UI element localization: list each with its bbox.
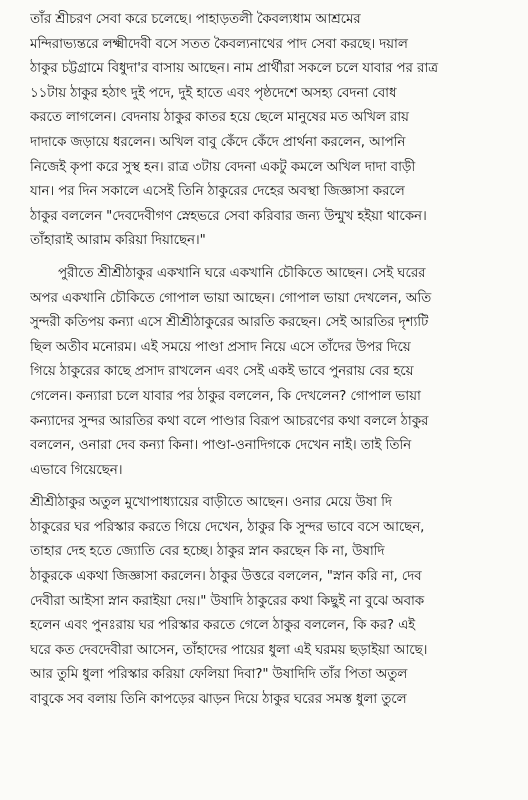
text-line: তাঁর শ্রীচরণ সেবা করে চলেছে। পাহাড়তলী কৈবল্যধাম আশ্রমের bbox=[30, 12, 361, 27]
text-line: ঠাকুরকে একথা জিজ্ঞাসা করলেন। ঠাকুর উত্তরে বললেন, "স্নান করি না, দেব bbox=[30, 569, 422, 585]
text-line: গিয়ে ঠাকুরের কাছে প্রসাদ রাখলেন এবং সেই একই ভাবে পুনরায় বের হয়ে bbox=[30, 364, 414, 380]
text-line: এভাবে গিয়েছেন। bbox=[30, 462, 123, 478]
text-line: দেবীরা আইসা স্নান করাইয়া দেয়।" উষাদি ঠাকুরের কথা কিছুই না বুঝে অবাক bbox=[30, 593, 425, 609]
text-line: দাদাকে জড়ায়ে ধরলেন। অখিল বাবু কেঁদে কেঁদে প্রার্থনা করলেন, আপনি bbox=[30, 134, 406, 150]
text-line: অপর একখানি চৌকিতে গোপাল ভায়া আছেন। গোপাল ভায়া দেখলেন, অতি bbox=[30, 290, 432, 306]
text-line: ঘরে কত দেবদেবীরা আসেন, তাঁহাদের পায়ের ধুলা এই ঘরময় ছড়াইয়া আছে। bbox=[30, 642, 428, 658]
text-line: কন্যাদের সুন্দর আরতির কথা বলে পাণ্ডার বিরূপ আচরণের কথা বললে ঠাকুর bbox=[30, 413, 429, 429]
text-line: শ্রীশ্রীঠাকুর অতুল মুখোপাধ্যায়ের বাড়ীতে আছেন। ওনার মেয়ে উষা দি bbox=[30, 495, 392, 511]
paragraph-3 bbox=[30, 491, 516, 712]
text-line: যান। পর দিন সকালে এসেই তিনি ঠাকুরের দেহের অবস্থা জিজ্ঞাসা করলে bbox=[30, 184, 405, 200]
text-line: সুন্দরী কতিপয় কন্যা এসে শ্রীশ্রীঠাকুরের আরতি করছেন। সেই আরতির দৃশ্যটি bbox=[30, 315, 429, 331]
text-line: মন্দিরাভ্যন্তরে লক্ষ্মীদেবী বসে সতত কৈবল্যনাথের পাদ সেবা করছে। দয়াল bbox=[30, 36, 408, 52]
text-line: গেলেন। কন্যারা চলে যাবার পর ঠাকুর বললেন, কি দেখলেন? গোপাল ভায়া bbox=[30, 388, 421, 404]
text-line: বাবুকে সব বলায় তিনি কাপড়ের ঝাড়ন দিয়ে ঠাকুর ঘরের সমস্ত ধুলা তুলে bbox=[30, 692, 407, 708]
text-line: পুরীতে শ্রীশ্রীঠাকুর একখানি ঘরে একখানি চৌকিতে আছেন। সেই ঘরের bbox=[58, 265, 426, 281]
text-line: ঠাকুর বললেন "দেবদেবীগণ স্নেহভরে সেবা করিবার জন্য উন্মুখ হইয়া থাকেন। bbox=[30, 208, 427, 224]
paragraph-2 bbox=[30, 262, 516, 483]
text-line: ছিল অতীব মনোরম। এই সময়ে পাণ্ডা প্রসাদ নিয়ে এসে তাঁদের উপর দিয়ে bbox=[30, 339, 411, 355]
text-line: ঠাকুর চট্টগ্রামে বিধুদা'র বাসায় আছেন। নাম প্রার্থীরা সকলে চলে যাবার পর রাত্র bbox=[30, 61, 438, 77]
text-line: ১১টায় ঠাকুর হঠাৎ দুই পদে, দুই হাতে এবং পৃষ্ঠদেশে অসহ্য বেদনা বোধ bbox=[30, 85, 397, 101]
text-line: নিজেই কৃপা করে সুস্থ হন। রাত্র ৩টায় বেদনা একটু কমলে অখিল দাদা বাড়ী bbox=[30, 159, 416, 175]
text-line: আর তুমি ধুলা পরিস্কার করিয়া ফেলিয়া দিবা?" উষাদিদি তাঁর পিতা অতুল bbox=[30, 667, 408, 683]
paragraph-1 bbox=[30, 8, 516, 254]
text-line: তাঁহারাই আরাম করিয়া দিয়াছেন।" bbox=[30, 233, 206, 249]
text-line: করতে লাগলেন। বেদনায় ঠাকুর কাতর হয়ে ছেলে মানুষের মত অখিল রায় bbox=[30, 110, 409, 126]
text-line: ঠাকুরের ঘর পরিস্কার করতে গিয়ে দেখেন, ঠাকুর কি সুন্দর ভাবে বসে আছেন, bbox=[30, 519, 425, 535]
text-line: হলেন এবং পুনঃরায় ঘর পরিস্কার করতে গেলে ঠাকুর বললেন, কি কর? এই bbox=[30, 618, 416, 634]
text-line: বললেন, ওনারা দেব কন্যা কিনা। পাণ্ডা-ওনাদিগকে দেখেন নাই। তাই তিনি bbox=[30, 438, 412, 454]
text-line: তাহার দেহ হতে জ্যোতি বের হচ্ছে। ঠাকুর স্নান করছেন কি না, উষাদি bbox=[30, 544, 385, 560]
